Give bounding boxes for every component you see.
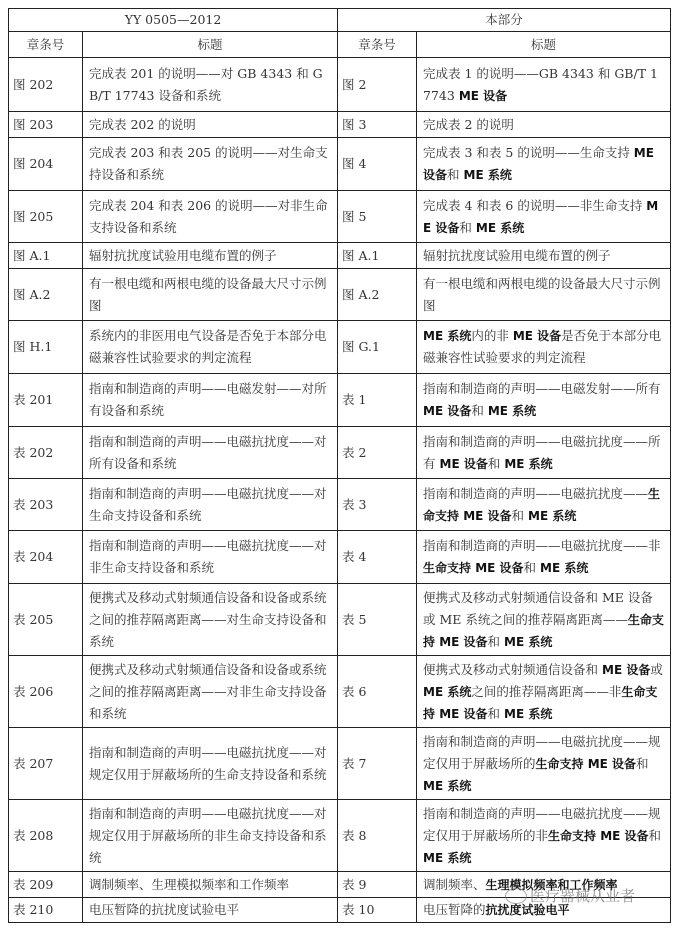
old-clause-number: 图 202 — [9, 58, 83, 112]
bold-term: ME 设备 — [423, 146, 654, 182]
old-clause-number: 图 205 — [9, 191, 83, 243]
table-row — [9, 191, 671, 243]
title-segment: 完成表 1 的说明——GB 4343 和 GB/T 17743 — [423, 65, 658, 103]
column-header-row — [9, 32, 671, 58]
old-title: 有一根电缆和两根电缆的设备最大尺寸示例图 — [83, 269, 338, 321]
title-segment: 调制频率、 — [423, 876, 486, 892]
old-clause-number: 表 206 — [9, 656, 83, 728]
bold-term: ME 系统 — [504, 634, 553, 649]
bold-term: ME 系统 — [504, 706, 553, 721]
new-standard-header: 本部分 — [338, 9, 671, 32]
title-segment: 指南和制造商的声明——电磁抗扰度——非 — [423, 538, 661, 553]
old-title: 电压暂降的抗扰度试验电平 — [83, 898, 338, 923]
table-row — [9, 112, 671, 138]
bold-term: ME 设备 — [458, 88, 508, 103]
new-clause-header: 章条号 — [338, 32, 417, 58]
bold-term: ME 设备 — [423, 198, 659, 235]
bold-term: ME 系统 — [540, 561, 589, 575]
new-title — [417, 427, 671, 479]
new-clause-number: 表 8 — [338, 800, 417, 872]
table-row — [9, 479, 671, 531]
title-segment: 指南和制造商的声明——电磁抗扰度—— — [423, 485, 649, 501]
old-clause-number: 图 204 — [9, 138, 83, 191]
old-clause-number: 表 204 — [9, 531, 83, 584]
title-segment: 和 — [459, 219, 476, 235]
table-row — [9, 58, 671, 112]
table-row — [9, 321, 671, 374]
title-segment: 完成表 2 的说明 — [423, 116, 514, 132]
old-title: 完成表 201 的说明——对 GB 4343 和 GB/T 17743 设备和系统 — [83, 58, 338, 112]
standard-header-row — [9, 9, 671, 32]
bold-term: 抗扰度试验电平 — [485, 903, 570, 917]
title-segment: 和 — [511, 507, 528, 523]
new-title — [417, 243, 671, 269]
new-title — [417, 531, 671, 584]
old-title: 便携式及移动式射频通信设备和设备或系统之间的推荐隔离距离——对非生命支持设备和系统 — [83, 656, 338, 728]
bold-term: 生命支持 ME 设备 — [423, 684, 658, 721]
new-clause-number: 表 9 — [338, 872, 417, 898]
old-title: 完成表 202 的说明 — [83, 112, 338, 138]
bold-term: ME 设备 — [439, 456, 488, 471]
new-clause-number: 图 A.1 — [338, 243, 417, 269]
table-row — [9, 243, 671, 269]
new-clause-number: 表 2 — [338, 427, 417, 479]
old-title: 完成表 203 和表 205 的说明——对生命支持设备和系统 — [83, 138, 338, 191]
title-segment: 和 — [523, 560, 540, 575]
title-segment: 有一根电缆和两根电缆的设备最大尺寸示例图 — [423, 275, 661, 313]
new-title — [417, 138, 671, 191]
old-clause-number: 表 210 — [9, 898, 83, 923]
table-row — [9, 427, 671, 479]
bold-term: 生理模拟频率和工作频率 — [485, 877, 618, 892]
bold-term: 生命支持 ME 设备 — [423, 486, 661, 523]
new-title — [417, 321, 671, 374]
old-clause-number: 表 209 — [9, 872, 83, 898]
bold-term: 生命支持 ME 设备 — [535, 756, 637, 771]
new-clause-number: 表 7 — [338, 728, 417, 800]
old-title: 系统内的非医用电气设备是否免于本部分电磁兼容性试验要求的判定流程 — [83, 321, 338, 374]
bold-term: 生命支持 ME 设备 — [423, 612, 664, 649]
new-clause-number: 表 6 — [338, 656, 417, 728]
bold-term: ME 设备 — [602, 662, 651, 677]
watermark — [505, 885, 635, 906]
new-title — [417, 656, 671, 728]
title-segment: 指南和制造商的声明——电磁抗扰度——所有 — [423, 433, 661, 471]
old-title: 指南和制造商的声明——电磁抗扰度——对所有设备和系统 — [83, 427, 338, 479]
title-segment: 和 — [487, 633, 504, 649]
title-segment: 或 — [650, 661, 663, 677]
new-title — [417, 728, 671, 800]
title-segment: 辐射抗扰度试验用电缆布置的例子 — [423, 247, 611, 263]
bold-term: 生命支持 ME 设备 — [423, 561, 524, 575]
table-row — [9, 138, 671, 191]
old-clause-number: 图 A.1 — [9, 243, 83, 269]
title-segment: 完成表 3 和表 5 的说明——生命支持 — [423, 145, 634, 160]
bold-term: ME 系统 — [487, 404, 537, 418]
watermark-text: 医疗器械从业者 — [530, 887, 636, 905]
table-row — [9, 531, 671, 584]
old-title: 指南和制造商的声明——电磁抗扰度——对规定仅用于屏蔽场所的非生命支持设备和系统 — [83, 800, 338, 872]
old-title: 调制频率、生理模拟频率和工作频率 — [83, 872, 338, 898]
old-clause-number: 图 H.1 — [9, 321, 83, 374]
wechat-icon — [505, 888, 527, 904]
new-title — [417, 191, 671, 243]
old-title: 辐射抗扰度试验用电缆布置的例子 — [83, 243, 338, 269]
old-title: 便携式及移动式射频通信设备和设备或系统之间的推荐隔离距离——对生命支持设备和系统 — [83, 584, 338, 656]
new-title — [417, 584, 671, 656]
title-segment: 和 — [636, 755, 649, 771]
new-clause-number: 表 5 — [338, 584, 417, 656]
bold-term: ME 系统 — [423, 778, 472, 793]
bold-term: ME 系统 — [504, 456, 553, 471]
new-clause-number: 图 G.1 — [338, 321, 417, 374]
bold-term: ME 系统 — [423, 684, 472, 699]
title-segment: 电压暂降的 — [423, 902, 486, 917]
old-clause-number: 表 201 — [9, 374, 83, 427]
title-segment: 指南和制造商的声明——电磁抗扰度——规定仅用于屏蔽场所的 — [423, 733, 661, 771]
old-clause-number: 图 203 — [9, 112, 83, 138]
title-segment: 内的非 — [471, 328, 513, 343]
new-clause-number: 图 4 — [338, 138, 417, 191]
bold-term: ME 设备 — [512, 329, 562, 343]
old-title: 指南和制造商的声明——电磁抗扰度——对生命支持设备和系统 — [83, 479, 338, 531]
bold-term: 生命支持 ME 设备 — [548, 828, 649, 843]
old-clause-number: 表 205 — [9, 584, 83, 656]
title-segment: 和 — [648, 827, 662, 843]
new-title — [417, 800, 671, 872]
new-title — [417, 269, 671, 321]
title-segment: 便携式及移动式射频通信设备和 ME 设备或 ME 系统之间的推荐隔离距离—— — [423, 589, 653, 627]
old-clause-number: 图 A.2 — [9, 269, 83, 321]
bold-term: ME 设备 — [423, 404, 472, 418]
table-row — [9, 374, 671, 427]
table-row — [9, 584, 671, 656]
old-clause-number: 表 203 — [9, 479, 83, 531]
new-clause-number: 表 3 — [338, 479, 417, 531]
title-segment: 和 — [487, 455, 505, 471]
new-clause-number: 图 3 — [338, 112, 417, 138]
new-clause-number: 图 5 — [338, 191, 417, 243]
old-title-header: 标题 — [83, 32, 338, 58]
title-segment: 便携式及移动式射频通信设备和 — [423, 661, 602, 677]
new-title — [417, 112, 671, 138]
bold-term: ME 系统 — [475, 220, 525, 235]
title-segment: 和 — [487, 705, 504, 721]
table-row — [9, 269, 671, 321]
bold-term: ME 系统 — [423, 850, 472, 865]
table-row — [9, 656, 671, 728]
new-clause-number: 图 2 — [338, 58, 417, 112]
title-segment: 和 — [471, 403, 488, 418]
new-clause-number: 表 4 — [338, 531, 417, 584]
old-title: 指南和制造商的声明——电磁抗扰度——对非生命支持设备和系统 — [83, 531, 338, 584]
title-segment: 之间的推荐隔离距离——非 — [471, 683, 622, 699]
bold-term: ME 系统 — [528, 508, 577, 523]
title-segment: 和 — [447, 167, 464, 182]
new-title — [417, 374, 671, 427]
old-clause-number: 表 202 — [9, 427, 83, 479]
old-clause-number: 表 207 — [9, 728, 83, 800]
standard-comparison-table — [8, 8, 671, 923]
old-standard-header: YY 0505—2012 — [9, 9, 338, 32]
old-clause-number: 表 208 — [9, 800, 83, 872]
bold-term: ME 系统 — [423, 329, 472, 343]
bold-term: ME 系统 — [463, 168, 512, 182]
title-segment: 指南和制造商的声明——电磁发射——所有 — [423, 381, 661, 396]
new-clause-number: 表 10 — [338, 898, 417, 923]
table-row — [9, 800, 671, 872]
title-segment: 是否免于本部分电磁兼容性试验要求的判定流程 — [423, 328, 662, 365]
new-title-header: 标题 — [417, 32, 671, 58]
new-clause-number: 表 1 — [338, 374, 417, 427]
title-segment: 指南和制造商的声明——电磁抗扰度——规定仅用于屏蔽场所的非 — [423, 805, 661, 843]
old-title: 指南和制造商的声明——电磁抗扰度——对规定仅用于屏蔽场所的生命支持设备和系统 — [83, 728, 338, 800]
title-segment: 完成表 4 和表 6 的说明——非生命支持 — [423, 197, 647, 213]
old-clause-header: 章条号 — [9, 32, 83, 58]
table-row — [9, 728, 671, 800]
old-title: 指南和制造商的声明——电磁发射——对所有设备和系统 — [83, 374, 338, 427]
new-title — [417, 479, 671, 531]
new-title — [417, 58, 671, 112]
new-clause-number: 图 A.2 — [338, 269, 417, 321]
old-title: 完成表 204 和表 206 的说明——对非生命支持设备和系统 — [83, 191, 338, 243]
